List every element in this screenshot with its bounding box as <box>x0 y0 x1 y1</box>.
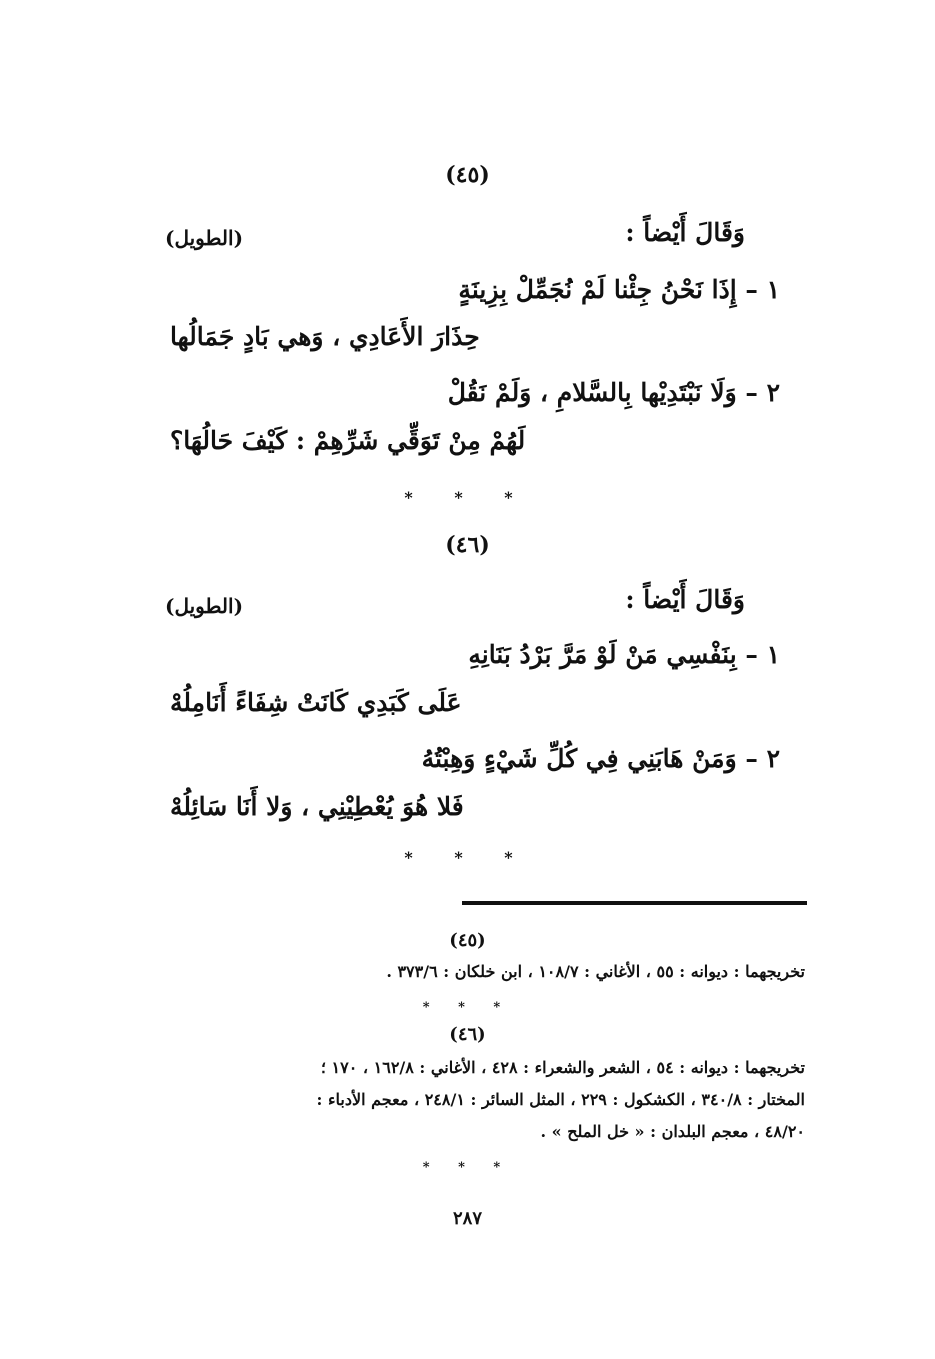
footnote-separator: * * * <box>422 1160 513 1175</box>
verse-first-hemistich: ١ – إِذَا نَحْنُ جِئْنا لَمْ نُجَمِّلْ بِزِينَةٍ <box>458 275 780 304</box>
verse-first-hemistich: ٢ – وَمَنْ هَابَنِي فِي كُلِّ شَيْءٍ وَهِبْتُهُ <box>421 744 780 773</box>
footnote-number: (٤٥) <box>449 930 486 951</box>
verse-first-hemistich: ٢ – وَلَا نَبْتَدِيْها بِالسَّلامِ ، وَلَمْ نَقُلْ <box>447 378 780 407</box>
poem-intro: وَقَالَ أَيْضاً : <box>625 585 745 614</box>
section-separator: * * * <box>404 488 531 507</box>
poem-number: (٤٥) <box>445 162 490 188</box>
poem-meter: (الطويل) <box>165 594 244 618</box>
poem-intro: وَقَالَ أَيْضاً : <box>625 218 745 247</box>
footnote-line: تخريجهما : ديوانه : ٥٤ ، الشعر والشعراء : ٤٢٨ ، الأغاني : ١٦٢/٨ ، ١٧٠ ؛ <box>320 1058 805 1077</box>
footnote-line: المختار : ٣٤٠/٨ ، الكشكول : ٢٢٩ ، المثل السائر : ٢٤٨/١ ، معجم الأدباء : <box>316 1090 805 1109</box>
footnote-line: ٤٨/٢٠ ، معجم البلدان : « خل الملح » . <box>540 1122 805 1141</box>
footnote-number: (٤٦) <box>449 1024 486 1045</box>
verse-second-hemistich: فَلا هُوَ يُعْطِيْنِي ، وَلا أَنَا سَائِلُهْ <box>170 792 464 821</box>
verse-second-hemistich: حِذَارَ الأَعَادِي ، وَهي بَادٍ جَمَالُها <box>170 322 480 351</box>
verse-second-hemistich: عَلَى كَبَدِي كَانَتْ شِفَاءً أَنَامِلُهْ <box>170 688 462 717</box>
footnote-divider <box>462 901 807 905</box>
verse-second-hemistich: لَهُمْ مِنْ تَوَقِّي شَرِّهِمْ : كَيْفَ حَالُهَا؟ <box>170 426 526 455</box>
section-separator: * * * <box>404 848 531 867</box>
poem-meter: (الطويل) <box>165 226 244 250</box>
footnote-line: تخريجهما : ديوانه : ٥٥ ، الأغاني : ١٠٨/٧ ، ابن خلكان : ٣٧٣/٦ . <box>386 962 805 981</box>
footnote-separator: * * * <box>422 1000 513 1015</box>
verse-first-hemistich: ١ – بِنَفْسِي مَنْ لَوْ مَرَّ بَرْدُ بَنَانِهِ <box>468 640 780 669</box>
poem-number: (٤٦) <box>445 532 490 558</box>
page-number: ٢٨٧ <box>452 1208 482 1229</box>
